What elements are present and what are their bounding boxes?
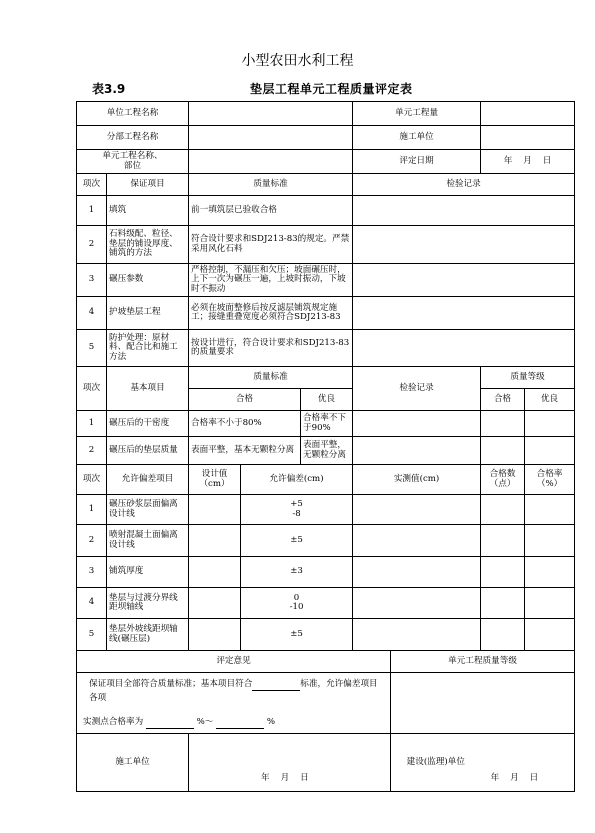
row-record[interactable]	[353, 226, 575, 264]
row-design[interactable]	[189, 619, 241, 651]
deviation-row	[77, 588, 575, 619]
unit-element-name-label: 单元工程名称、 部位	[77, 150, 189, 174]
row-measured[interactable]	[353, 619, 481, 651]
row-excellent: 合格率不下于90%	[301, 411, 353, 437]
row-record[interactable]	[353, 330, 575, 367]
row-rate[interactable]	[525, 619, 575, 651]
construction-sign-date: 年 月 日	[261, 772, 309, 783]
row-allowed: +5 -8	[241, 495, 353, 525]
eval-date-label: 评定日期	[353, 150, 481, 174]
guarantee-header	[77, 174, 575, 196]
row-design[interactable]	[189, 525, 241, 557]
row-measured[interactable]	[353, 588, 481, 619]
row-no: 1	[77, 495, 107, 525]
row-count[interactable]	[481, 495, 525, 525]
row-record[interactable]	[353, 297, 575, 330]
row-record[interactable]	[353, 437, 481, 465]
col-basic-item: 基本项目	[107, 367, 189, 411]
row-item: 碾压砂浆层面偏离设计线	[107, 495, 189, 525]
row-no: 1	[77, 196, 107, 226]
col-no: 项次	[77, 465, 107, 495]
unit-element-name-value[interactable]	[189, 150, 353, 174]
evaluation-header	[77, 651, 575, 673]
unit-element-quantity-value[interactable]	[481, 102, 575, 126]
row-item: 石料级配、粒径、垫层的铺设厚度、铺筑的方法	[107, 226, 189, 264]
basic-standard-blank[interactable]	[252, 681, 300, 691]
col-standard: 质量标准	[189, 367, 353, 389]
row-rate[interactable]	[525, 495, 575, 525]
row-qualified: 合格率不小于80%	[189, 411, 301, 437]
col-qualified: 合格	[189, 389, 301, 411]
row-rate[interactable]	[525, 588, 575, 619]
deviation-row	[77, 619, 575, 651]
row-count[interactable]	[481, 588, 525, 619]
row-record[interactable]	[353, 411, 481, 437]
row-design[interactable]	[189, 557, 241, 588]
col-grade: 质量等级	[481, 367, 575, 389]
row-measured[interactable]	[353, 525, 481, 557]
row-no: 2	[77, 525, 107, 557]
row-item: 垫层外坡线距坝轴线(碾压层)	[107, 619, 189, 651]
row-design[interactable]	[189, 588, 241, 619]
row-standard: 按设计进行，符合设计要求和SDJ213-83的质量要求	[189, 330, 353, 367]
row-no: 4	[77, 297, 107, 330]
row-standard: 前一填筑层已验收合格	[189, 196, 353, 226]
supervision-sign-date: 年 月 日	[490, 772, 539, 783]
sub-project-name-value[interactable]	[189, 126, 353, 150]
pass-rate-min-blank[interactable]	[146, 719, 194, 729]
row-standard: 必须在坡面整修后按反滤层铺筑规定施工；接缝重叠宽度必须符合SDJ213-83	[189, 297, 353, 330]
row-no: 3	[77, 557, 107, 588]
deviation-row	[77, 525, 575, 557]
document-title: 小型农田水利工程	[241, 53, 354, 69]
eval-date-value[interactable]: 年 月 日	[481, 150, 575, 174]
unit-project-name-label: 单位工程名称	[77, 102, 189, 126]
row-measured[interactable]	[353, 557, 481, 588]
quality-assessment-table	[76, 101, 575, 792]
row-allowed: ±5	[241, 525, 353, 557]
construction-unit-value[interactable]	[481, 126, 575, 150]
row-allowed: ±3	[241, 557, 353, 588]
evaluation-opinion-text: 保证项目全部符合质量标准；基本项目符合 标准，允许偏差项目各项 实测点合格率为 %～ %	[77, 673, 391, 734]
row-rate[interactable]	[525, 557, 575, 588]
col-no: 项次	[77, 367, 107, 411]
row-no: 5	[77, 330, 107, 367]
row-record[interactable]	[353, 196, 575, 226]
info-row-2	[77, 126, 575, 150]
row-standard: 符合设计要求和SDJ213-83的规定。严禁采用风化石料	[189, 226, 353, 264]
row-allowed: ±5	[241, 619, 353, 651]
row-design[interactable]	[189, 495, 241, 525]
row-no: 4	[77, 588, 107, 619]
col-guarantee-item: 保证项目	[107, 174, 189, 196]
supervision-unit-sign-label: 建设(监理)单位	[391, 734, 481, 792]
col-standard: 质量标准	[189, 174, 353, 196]
pass-rate-max-blank[interactable]	[216, 719, 264, 729]
col-grade-qualified: 合格	[481, 389, 525, 411]
col-record: 检验记录	[353, 174, 575, 196]
row-item: 填筑	[107, 196, 189, 226]
row-no: 3	[77, 264, 107, 297]
col-allowed: 允许偏差(cm)	[241, 465, 353, 495]
col-excellent: 优良	[301, 389, 353, 411]
construction-unit-label: 施工单位	[353, 126, 481, 150]
row-count[interactable]	[481, 557, 525, 588]
table-number: 表3.9	[92, 82, 126, 96]
row-rate[interactable]	[525, 525, 575, 557]
row-count[interactable]	[481, 525, 525, 557]
row-item: 碾压后的垫层质量	[107, 437, 189, 465]
row-item: 碾压参数	[107, 264, 189, 297]
construction-unit-sign-area[interactable]	[189, 734, 391, 792]
deviation-row	[77, 557, 575, 588]
basic-header-1	[77, 367, 575, 389]
table-title: 垫层工程单元工程质量评定表	[250, 82, 413, 96]
supervision-unit-sign-area[interactable]	[481, 734, 575, 792]
col-rate: 合格率（%）	[525, 465, 575, 495]
basic-row	[77, 411, 575, 437]
guarantee-row	[77, 297, 575, 330]
unit-quality-grade-value[interactable]	[391, 673, 575, 734]
col-grade-excellent: 优良	[525, 389, 575, 411]
info-row-3	[77, 150, 575, 174]
col-record: 检验记录	[353, 367, 481, 411]
evaluation-opinion-label: 评定意见	[77, 651, 391, 673]
row-excellent: 表面平整，无颗粒分离	[301, 437, 353, 465]
row-no: 2	[77, 437, 107, 465]
construction-unit-sign-label: 施工单位	[77, 734, 189, 792]
row-item: 护坡垫层工程	[107, 297, 189, 330]
deviation-header	[77, 465, 575, 495]
guarantee-row	[77, 226, 575, 264]
row-standard: 严格控制，不漏压和欠压；坡面碾压时，上下一次为碾压一遍，上坡时振动，下坡时不振动	[189, 264, 353, 297]
unit-element-quantity-label: 单元工程量	[353, 102, 481, 126]
col-design: 设计值（cm）	[189, 465, 241, 495]
row-item: 喷射混凝土面偏离设计线	[107, 525, 189, 557]
signature-row	[77, 734, 575, 792]
row-item: 垫层与过渡分界线距坝轴线	[107, 588, 189, 619]
deviation-row	[77, 495, 575, 525]
evaluation-body	[77, 673, 575, 734]
guarantee-row	[77, 264, 575, 297]
row-grade-excellent[interactable]	[525, 411, 575, 437]
row-allowed: 0 -10	[241, 588, 353, 619]
basic-row	[77, 437, 575, 465]
row-qualified: 表面平整，基本无颗粒分离	[189, 437, 301, 465]
row-record[interactable]	[353, 264, 575, 297]
guarantee-row	[77, 196, 575, 226]
row-count[interactable]	[481, 619, 525, 651]
row-grade-qualified[interactable]	[481, 411, 525, 437]
col-measured: 实测值(cm)	[353, 465, 481, 495]
row-no: 1	[77, 411, 107, 437]
guarantee-row	[77, 330, 575, 367]
row-item: 防护处理：原材料、配合比和施工方法	[107, 330, 189, 367]
row-item: 铺筑厚度	[107, 557, 189, 588]
col-deviation-item: 允许偏差项目	[107, 465, 189, 495]
info-row-1	[77, 102, 575, 126]
unit-quality-grade-label: 单元工程质量等级	[391, 651, 575, 673]
col-no: 项次	[77, 174, 107, 196]
sub-project-name-label: 分部工程名称	[77, 126, 189, 150]
row-grade-qualified[interactable]	[481, 437, 525, 465]
col-count: 合格数（点）	[481, 465, 525, 495]
row-item: 碾压后的干密度	[107, 411, 189, 437]
unit-project-name-value[interactable]	[189, 102, 353, 126]
row-no: 2	[77, 226, 107, 264]
row-measured[interactable]	[353, 495, 481, 525]
row-no: 5	[77, 619, 107, 651]
row-grade-excellent[interactable]	[525, 437, 575, 465]
